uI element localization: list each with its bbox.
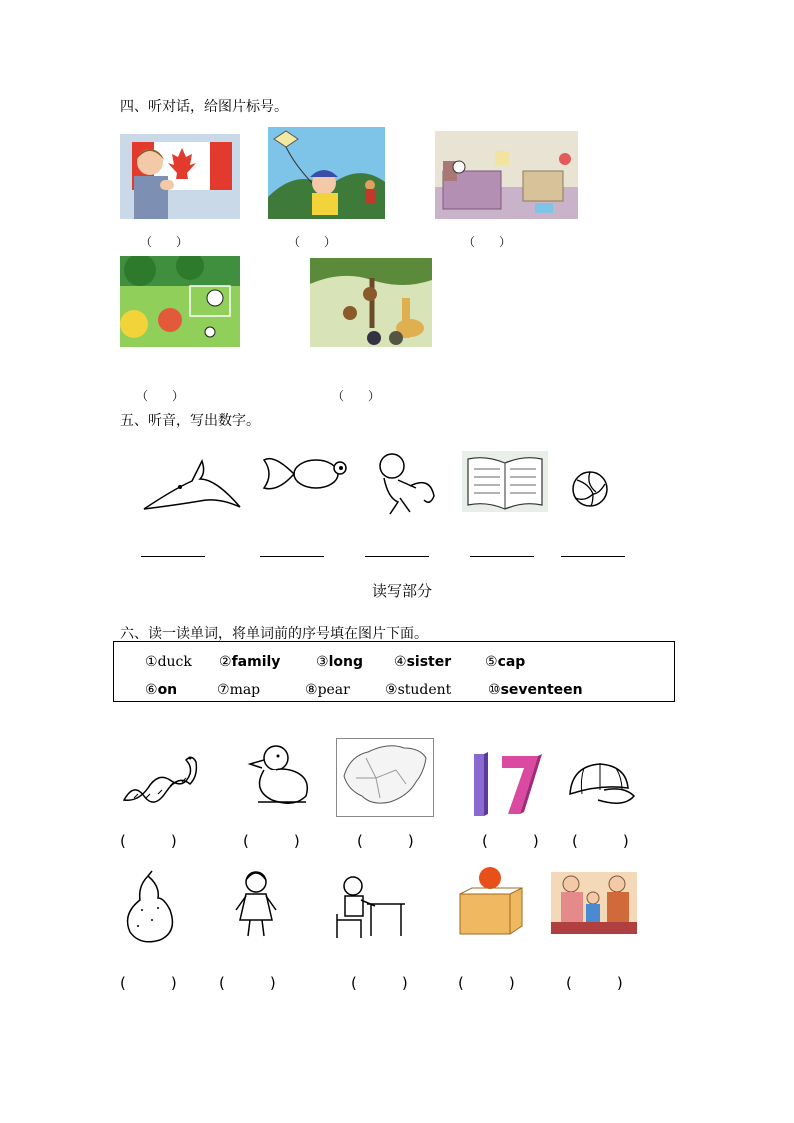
volleyball-picture <box>571 470 609 508</box>
zoo-monkeys-giraffe-picture <box>310 258 432 347</box>
duck-picture <box>246 740 310 810</box>
section5-heading: 五、听音，写出数字。 <box>120 413 260 429</box>
word-item: ④sister <box>394 654 452 670</box>
word-item: ①duck <box>145 654 192 670</box>
section4-paren-2: （ ） <box>288 235 337 249</box>
section6-paren-6: ( ) <box>120 974 177 992</box>
answer-line-4[interactable] <box>470 556 534 557</box>
messy-bedroom-picture <box>435 131 578 219</box>
canada-boy-picture <box>120 134 240 219</box>
section4-paren-4: （ ） <box>136 389 185 403</box>
section4-heading: 四、听对话，给图片标号。 <box>120 99 288 115</box>
section6-paren-8: ( ) <box>351 974 408 992</box>
word-item: ⑤cap <box>485 654 526 670</box>
section6-paren-5: ( ) <box>572 832 629 850</box>
word-item: ⑥on <box>145 682 178 698</box>
answer-line-3[interactable] <box>365 556 429 557</box>
word-item: ⑨student <box>385 682 452 698</box>
word-item: ⑩seventeen <box>488 682 583 698</box>
section6-paren-2: ( ) <box>243 832 300 850</box>
section6-paren-10: ( ) <box>566 974 623 992</box>
section6-paren-7: ( ) <box>219 974 276 992</box>
word-item: ⑦map <box>217 682 261 698</box>
pear-picture <box>120 870 176 944</box>
bird-picture <box>140 453 244 513</box>
answer-line-5[interactable] <box>561 556 625 557</box>
word-item: ⑧pear <box>305 682 350 698</box>
map-picture <box>336 738 434 817</box>
answer-line-2[interactable] <box>260 556 324 557</box>
section6-paren-4: ( ) <box>482 832 539 850</box>
girl-picture <box>216 866 298 946</box>
readwrite-title: 读写部分 <box>372 582 433 600</box>
section4-paren-5: （ ） <box>332 389 381 403</box>
section6-paren-9: ( ) <box>458 974 515 992</box>
section4-paren-3: （ ） <box>463 235 512 249</box>
word-item: ②family <box>219 654 281 670</box>
answer-line-1[interactable] <box>141 556 205 557</box>
section6-paren-3: ( ) <box>357 832 414 850</box>
kite-boy-picture <box>268 127 385 219</box>
section6-heading: 六、读一读单词，将单词前的序号填在图片下面。 <box>120 626 428 642</box>
family-picture <box>551 872 637 934</box>
book-picture <box>462 451 548 512</box>
ball-on-box-picture <box>458 866 524 936</box>
monkey-picture <box>366 450 438 516</box>
number-17-picture <box>468 750 548 818</box>
section6-paren-1: ( ) <box>120 832 177 850</box>
word-box <box>113 641 675 702</box>
cap-picture <box>564 760 636 810</box>
word-item: ③long <box>316 654 363 670</box>
section4-paren-1: （ ） <box>140 235 189 249</box>
student-at-desk-picture <box>333 870 409 942</box>
goldfish-picture <box>260 450 352 500</box>
park-play-picture <box>120 256 240 347</box>
snake-picture <box>120 748 204 810</box>
